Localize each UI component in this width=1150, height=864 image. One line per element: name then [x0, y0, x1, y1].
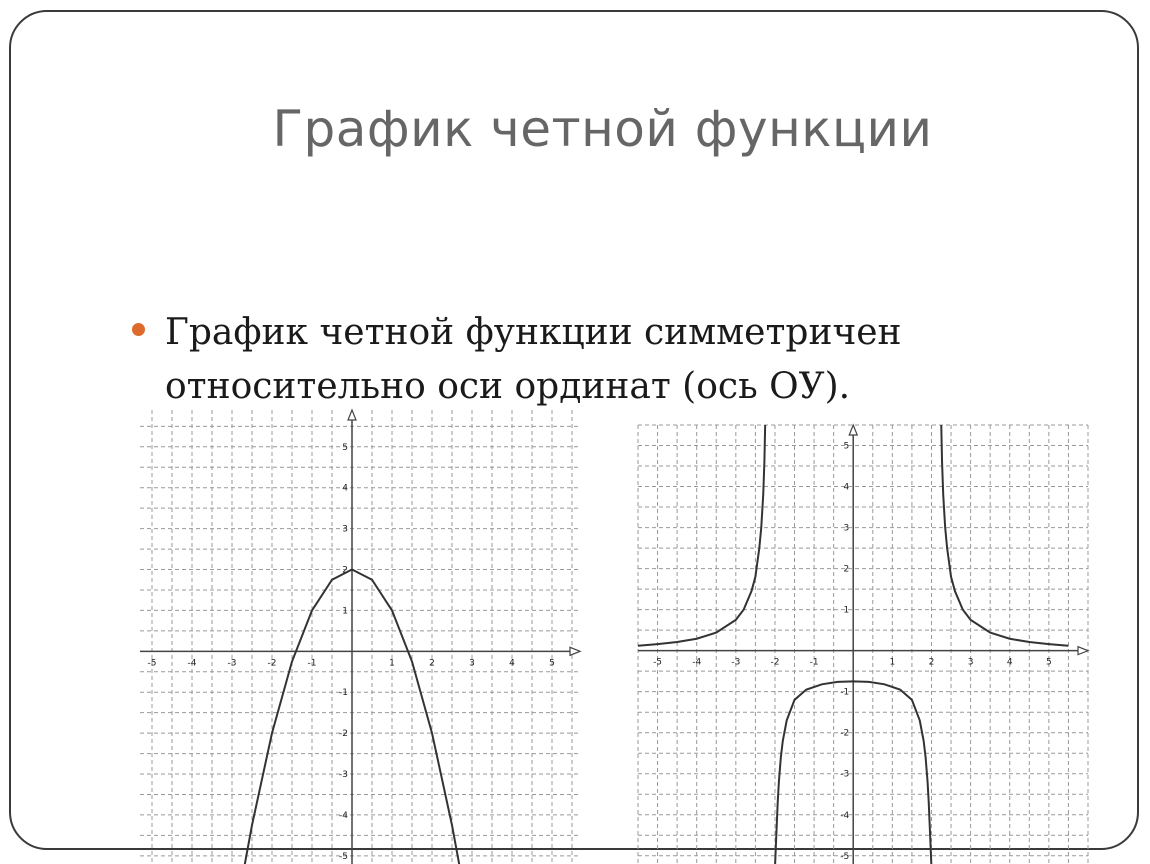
series-line-2	[941, 425, 1068, 646]
x-tick-label: 5	[1046, 657, 1052, 668]
x-tick-label: 2	[429, 658, 435, 669]
slide-title: График четной функции	[272, 100, 933, 158]
x-axis-arrow-icon	[1078, 647, 1088, 655]
x-tick-label: -5	[147, 658, 157, 669]
x-tick-label: -4	[692, 657, 702, 668]
chart-grid	[140, 410, 580, 864]
series-line-1	[638, 425, 765, 646]
x-tick-label: 1	[889, 657, 896, 668]
y-tick-label: 4	[342, 483, 348, 494]
y-tick-label: 2	[342, 565, 348, 576]
y-tick-label: 4	[843, 482, 850, 493]
y-tick-label: 3	[843, 523, 850, 534]
bullet-text	[165, 306, 1065, 414]
y-tick-label: 3	[342, 524, 348, 535]
x-tick-label: -1	[809, 657, 819, 668]
x-tick-label: -2	[267, 658, 277, 669]
bullet-line-2: относительно оси ординат (ось ОУ).	[165, 366, 851, 407]
y-tick-label: -4	[339, 810, 348, 821]
x-tick-label: -1	[307, 658, 317, 669]
bullet-icon	[132, 323, 145, 336]
chart-grid	[638, 425, 1088, 864]
chart-even-hyperbola	[638, 425, 1088, 864]
y-tick-label: -3	[840, 769, 850, 780]
y-tick-label: -2	[840, 728, 850, 739]
x-tick-label: -2	[770, 657, 780, 668]
y-tick-label: -1	[339, 688, 348, 699]
x-tick-label: 1	[389, 658, 395, 669]
y-tick-label: 5	[342, 442, 348, 453]
x-tick-label: 4	[1006, 657, 1013, 668]
chart-even-parabola	[140, 410, 580, 864]
y-tick-label: 5	[843, 441, 850, 452]
x-axis-arrow-icon	[570, 647, 580, 655]
y-tick-label: -2	[339, 729, 348, 740]
x-tick-label: 3	[469, 658, 475, 669]
x-tick-label: -5	[653, 657, 663, 668]
x-tick-label: 2	[928, 657, 935, 668]
x-tick-label: -3	[227, 658, 237, 669]
y-axis-arrow-icon	[849, 425, 857, 435]
x-tick-label: -3	[731, 657, 741, 668]
y-tick-label: 1	[843, 605, 850, 616]
y-tick-label: -5	[339, 851, 348, 862]
y-tick-label: -3	[339, 770, 348, 781]
y-tick-label: -1	[840, 687, 850, 698]
y-tick-label: 2	[843, 564, 850, 575]
y-axis-arrow-icon	[348, 410, 356, 420]
y-tick-label: -4	[840, 810, 850, 821]
x-tick-label: 3	[967, 657, 974, 668]
x-tick-label: 4	[509, 658, 515, 669]
y-tick-label: -5	[840, 851, 850, 862]
x-tick-label: -4	[187, 658, 197, 669]
x-tick-label: 5	[549, 658, 555, 669]
bullet-line-1: График четной функции симметричен	[165, 312, 902, 353]
y-tick-label: 1	[342, 606, 348, 617]
